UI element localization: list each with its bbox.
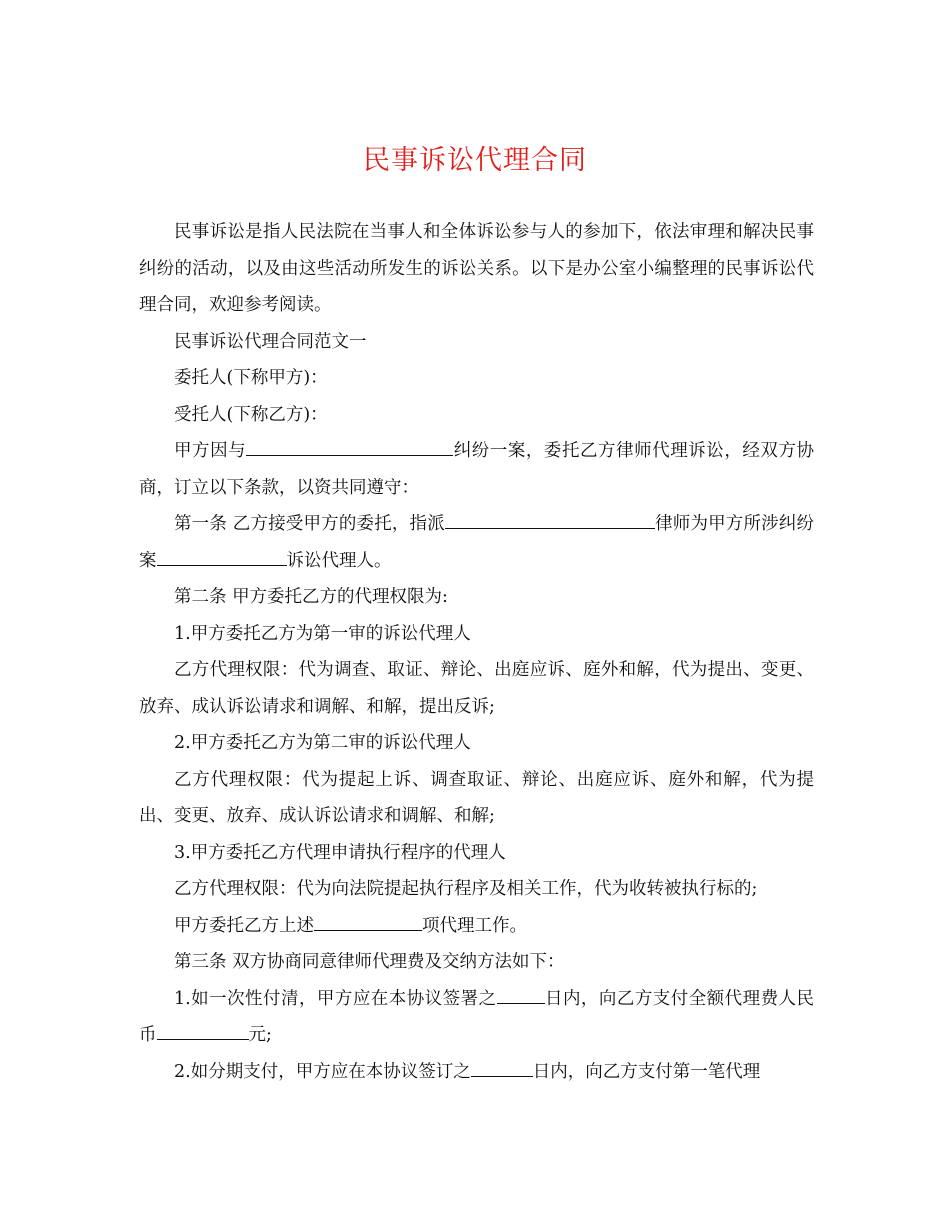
delegate-part-b: 项代理工作。 (422, 915, 527, 936)
fee-item-1 (139, 981, 814, 1054)
fee-1-days-blank (497, 981, 545, 1004)
lawyer-name-blank (445, 506, 655, 529)
fee-1-part-c: 元; (248, 1025, 272, 1045)
fee-1-part-b: 日内，向乙方支付全额代理费人民币 (139, 988, 814, 1045)
article-1-part-a: 第一条 乙方接受甲方的委托，指派 (174, 514, 445, 534)
item-1-scope: 乙方代理权限：代为调查、取证、辩论、出庭应诉、庭外和解，代为提出、变更、放弃、成认诉讼请求和调解、和解，提出反诉; (139, 660, 814, 717)
article-1-part-c: 诉讼代理人。 (286, 550, 392, 571)
document-title: 民事诉讼代理合同 (363, 145, 587, 176)
item-3: 3.甲方委托乙方代理申请执行程序的代理人 (174, 842, 506, 863)
fee-2-part-a: 2.如分期支付，甲方应在本协议签订之 (174, 1061, 471, 1082)
item-2-scope: 乙方代理权限：代为提起上诉、调查取证、辩论、出庭应诉、庭外和解，代为提出、变更、放弃、成认诉讼请求和调解、和解; (139, 769, 814, 826)
fee-item-2 (139, 1054, 814, 1091)
sample-heading: 民事诉讼代理合同范文一 (174, 331, 367, 352)
article-1-part-b: 律师为甲方所涉纠纷案 (139, 514, 815, 571)
fee-1-amount-blank (157, 1017, 249, 1040)
party-a-line: 委托人(下称甲方)： (174, 368, 328, 388)
document-body (139, 214, 814, 1090)
fee-2-days-blank (471, 1054, 533, 1077)
delegate-line (139, 908, 814, 945)
article-1 (139, 506, 814, 579)
intro-paragraph: 民事诉讼是指人民法院在当事人和全体诉讼参与人的参加下，依法审理和解决民事纠纷的活动，以及由这些活动所发生的诉讼关系。以下是办公室小编整理的民事诉讼代理合同，欢迎参考阅读。 (139, 222, 814, 315)
article-3: 第三条 双方协商同意律师代理费及交纳方法如下： (174, 952, 565, 972)
party-b-line: 受托人(下称乙方)： (174, 404, 328, 425)
case-name-blank (246, 433, 453, 456)
case-suffix: 纠纷一案，委托乙方律师代理诉讼，经双方协商，订立以下条款，以资共同遵守： (139, 441, 815, 498)
delegate-part-a: 甲方委托乙方上述 (174, 915, 314, 936)
case-prefix: 甲方因与 (174, 441, 247, 461)
fee-1-part-a: 1.如一次性付清，甲方应在本协议签署之 (174, 988, 497, 1009)
case-blank (157, 543, 287, 566)
case-paragraph (139, 433, 814, 506)
item-1: 1.甲方委托乙方为第一审的诉讼代理人 (174, 623, 471, 644)
fee-2-part-b: 日内，向乙方支付第一笔代理 (532, 1061, 761, 1082)
item-3-scope: 乙方代理权限：代为向法院提起执行程序及相关工作，代为收转被执行标的; (174, 879, 758, 899)
article-2: 第二条 甲方委托乙方的代理权限为: (174, 587, 448, 607)
item-2: 2.甲方委托乙方为第二审的诉讼代理人 (174, 733, 471, 753)
delegate-items-blank (314, 908, 422, 931)
